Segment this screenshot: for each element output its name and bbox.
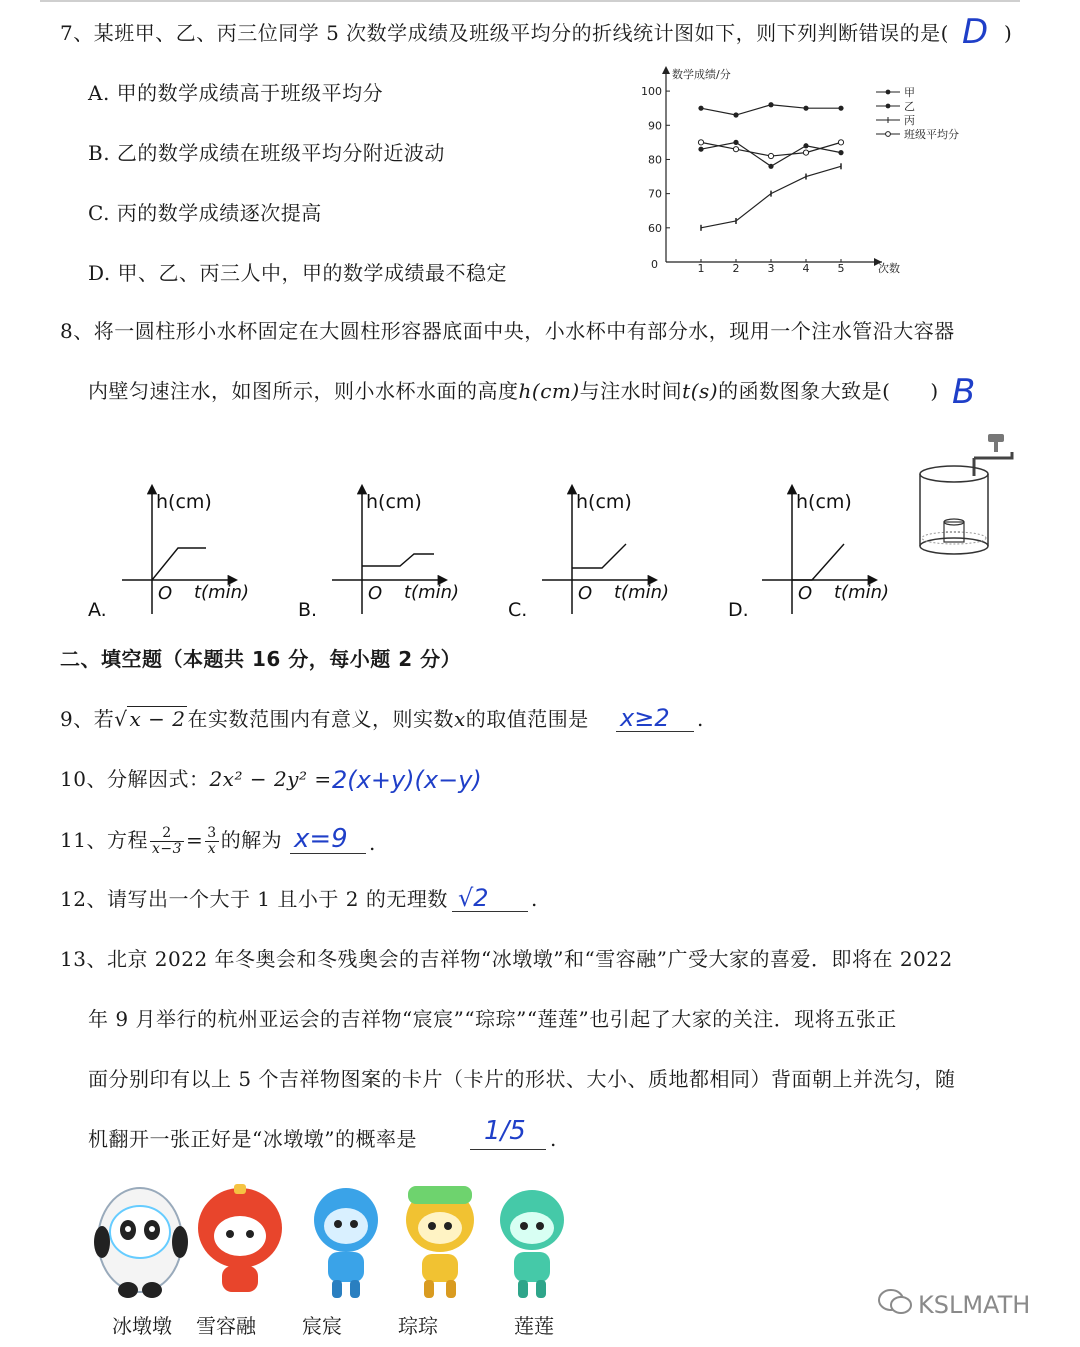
q7-option-d: D. 甲、乙、丙三人中，甲的数学成绩最不稳定 — [88, 261, 508, 285]
data-point — [768, 164, 773, 169]
q13-line1: 13、北京 2022 年冬奥会和冬残奥会的吉祥物“冰墩墩”和“雪容融”广受大家的喜爱．即将在 2022 — [60, 947, 953, 971]
q10-text: 10、分解因式：2x² − 2y² = — [60, 767, 332, 791]
q13-line3: 面分别印有以上 5 个吉祥物图案的卡片（卡片的形状、大小、质地都相同）背面朝上并洗匀，随 — [88, 1067, 956, 1091]
section-2-title: 二、填空题（本题共 16 分，每小题 2 分） — [60, 647, 462, 671]
water-container-illustration — [912, 428, 1022, 568]
bing-dwen-dwen-figure — [94, 1188, 188, 1298]
y-tick-label: 60 — [648, 221, 662, 235]
data-point — [838, 106, 843, 111]
q13-line4: 机翻开一张正好是“冰墩墩”的概率是 — [88, 1127, 417, 1151]
q9-text: 9、若√ x − 2 在实数范围内有意义，则实数x的取值范围是 — [60, 707, 589, 731]
q11-end: . — [369, 831, 376, 855]
q7-option-b: B. 乙的数学成绩在班级平均分附近波动 — [88, 141, 445, 165]
q13-line2: 年 9 月举行的杭州亚运会的吉祥物“宸宸”“琮琮”“莲莲”也引起了大家的关注．现将五张正 — [88, 1007, 897, 1031]
graph-option-label: A. — [88, 599, 107, 621]
y-tick-label: 100 — [641, 85, 662, 99]
graph-y-label: h(cm) — [366, 491, 422, 513]
y-tick-label: 90 — [648, 119, 662, 133]
mascot-name-1: 冰墩墩 — [112, 1314, 172, 1338]
q9-handwritten-answer: x≥2 — [620, 704, 670, 732]
graph-curve — [152, 548, 206, 580]
mascot-name-5: 莲莲 — [514, 1314, 554, 1338]
mascot-name-4: 琮琮 — [398, 1314, 438, 1338]
q11-fraction-right: $\frac{3}{x}$ — [207, 825, 217, 857]
congcong-figure — [406, 1186, 474, 1298]
mascot-name-3: 宸宸 — [302, 1314, 342, 1338]
x-tick-label: 1 — [697, 262, 705, 275]
data-point — [733, 112, 738, 117]
graph-x-label: t(min) — [404, 582, 460, 603]
graph-option-label: B. — [298, 599, 318, 621]
mascot-name-2: 雪容融 — [196, 1314, 256, 1338]
q12-handwritten-answer: √2 — [458, 884, 489, 912]
x-tick-label: 3 — [767, 262, 775, 275]
data-point — [698, 140, 703, 145]
data-point — [698, 147, 703, 152]
q8-handwritten-answer: B — [952, 372, 976, 412]
x-axis-label: 次数 — [878, 262, 900, 275]
data-point — [838, 140, 843, 145]
top-border — [40, 0, 1020, 2]
graph-x-label: t(min) — [834, 582, 890, 603]
graph-origin-label: O — [158, 583, 173, 604]
q9-end: . — [697, 707, 704, 731]
legend-label: 甲 — [904, 86, 915, 99]
legend-marker — [886, 132, 891, 137]
q8-line1: 8、将一圆柱形小水杯固定在大圆柱形容器底面中央，小水杯中有部分水，现用一个注水管沿大容器 — [60, 319, 955, 343]
q10-handwritten-answer: 2(x+y)(x−y) — [332, 766, 482, 794]
graph-origin-label: O — [798, 583, 813, 604]
y-tick-label: 70 — [648, 187, 662, 201]
y-tick-label: 80 — [648, 153, 662, 167]
origin-label: 0 — [651, 258, 658, 271]
graph-option-label: C. — [508, 599, 528, 621]
data-point — [733, 147, 738, 152]
x-tick-label: 5 — [837, 262, 845, 275]
q7-option-c: C. 丙的数学成绩逐次提高 — [88, 201, 322, 225]
q13-answer-blank — [470, 1148, 546, 1150]
legend-label: 乙 — [904, 100, 915, 113]
q13-handwritten-answer: 1/5 — [484, 1116, 526, 1146]
data-point — [803, 143, 808, 148]
y-axis-arrow — [662, 66, 670, 74]
q11-fraction-left: $\frac{2}{x-3}$ — [151, 825, 182, 857]
watermark — [878, 1288, 1030, 1322]
legend-marker — [886, 90, 891, 95]
q8-line2: 内壁匀速注水，如图所示，则小水杯水面的高度h(cm)与注水时间t(s)的函数图象大致是( ) — [88, 379, 939, 403]
mascot-illustrations — [88, 1180, 588, 1305]
graph-curve — [792, 544, 844, 580]
q11-text: 11、方程 $\frac{2}{x-3}$ = $\frac{3}{x}$ 的解为 — [60, 825, 283, 857]
y-axis-label: 数学成绩/分 — [672, 68, 731, 81]
data-point — [803, 106, 808, 111]
q8-graph-options — [80, 478, 910, 628]
chenchen-figure — [314, 1188, 378, 1298]
graph-y-label: h(cm) — [796, 491, 852, 513]
graph-origin-label: O — [578, 583, 593, 604]
legend-label: 班级平均分 — [904, 128, 959, 141]
watermark-text: KSLMATH — [918, 1291, 1031, 1319]
data-point — [733, 140, 738, 145]
graph-y-label: h(cm) — [156, 491, 212, 513]
shuey-rhon-rhon-figure — [198, 1184, 282, 1292]
q7-option-a: A. 甲的数学成绩高于班级平均分 — [88, 81, 384, 105]
x-tick-label: 4 — [802, 262, 810, 275]
q7-line-chart — [636, 62, 976, 282]
data-point — [803, 150, 808, 155]
data-point — [768, 102, 773, 107]
series-line-3 — [701, 166, 841, 228]
q7-stem: 7、某班甲、乙、丙三位同学 5 次数学成绩及班级平均分的折线统计图如下，则下列判断错误的是( ) — [60, 21, 1013, 45]
data-point — [838, 150, 843, 155]
data-point — [768, 153, 773, 158]
q11-handwritten-answer: x=9 — [294, 824, 348, 854]
graph-x-label: t(min) — [614, 582, 670, 603]
legend-label: 丙 — [904, 114, 915, 127]
q12-text: 12、请写出一个大于 1 且小于 2 的无理数 — [60, 887, 448, 911]
q13-end: . — [550, 1127, 557, 1151]
graph-curve — [362, 554, 434, 566]
lianlian-figure — [500, 1190, 564, 1298]
q12-end: . — [531, 887, 538, 911]
data-point — [698, 106, 703, 111]
wechat-icon — [878, 1288, 912, 1322]
q7-handwritten-answer: D — [962, 12, 989, 52]
graph-x-label: t(min) — [194, 582, 250, 603]
graph-y-label: h(cm) — [576, 491, 632, 513]
graph-curve — [572, 544, 626, 568]
graph-origin-label: O — [368, 583, 383, 604]
legend-marker — [886, 104, 891, 109]
x-tick-label: 2 — [732, 262, 740, 275]
graph-option-label: D. — [728, 599, 749, 621]
